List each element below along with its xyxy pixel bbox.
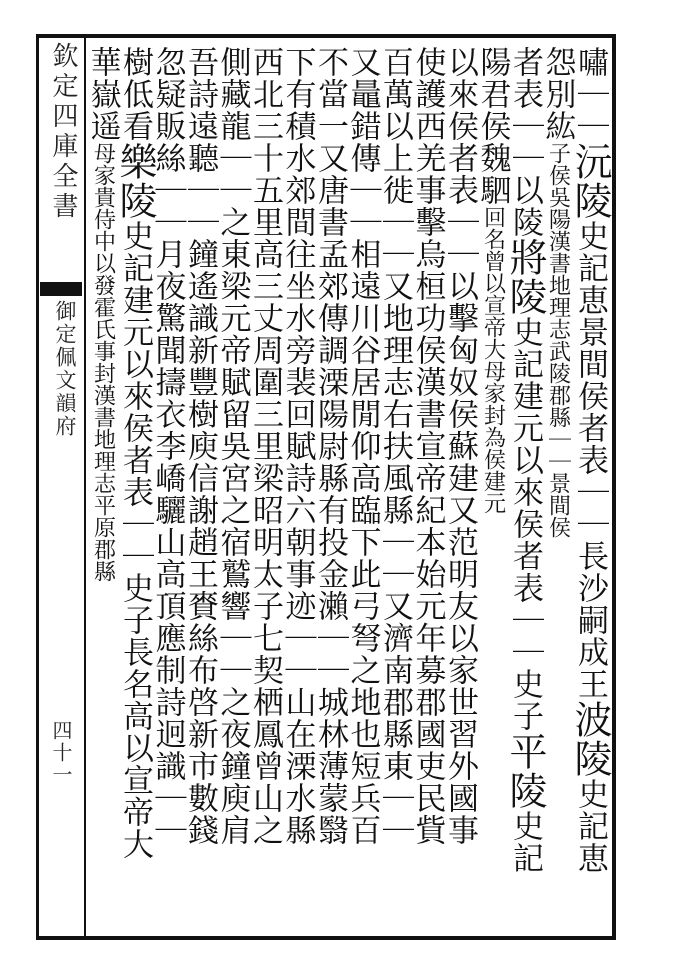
body-text: 陽君侯魏駟 — [474, 46, 511, 206]
annotation-text: 回名曾以宣帝大母家封為侯 — [480, 206, 506, 470]
text-column — [346, 46, 379, 930]
body-text: 史記建元以來侯者表｜｜史子 — [507, 316, 543, 732]
frame-border-bottom — [36, 936, 612, 940]
text-column — [281, 46, 314, 930]
text-column — [379, 46, 412, 930]
fish-tail-mark — [40, 282, 82, 296]
body-text: 者表｜｜以陵 — [507, 46, 543, 238]
body-text: 百萬以上徙｜｜又地理志右扶風縣｜｜又濟南郡縣東｜｜ — [377, 46, 413, 846]
text-column — [568, 46, 612, 930]
body-text: 西北三十五里高三丈周圍三里梁昭明太子七契栖鳳曾山之 — [247, 46, 283, 846]
headword: 波陵 — [568, 700, 612, 778]
frame-border-left — [36, 34, 39, 940]
body-text: 不當一又唐書孟郊傳調溧陽尉縣有投金瀨｜｜城林薄蒙翳 — [312, 46, 348, 846]
body-text: 史記恵景間侯者表｜｜長沙嗣成王 — [572, 220, 608, 700]
text-column — [249, 46, 282, 930]
book-title: 欽定四庫全書 — [48, 42, 78, 222]
text-column — [184, 46, 217, 930]
body-text: 史記恵 — [572, 778, 608, 874]
body-text: 嘯｜｜ — [572, 46, 608, 142]
body-text: 以來侯者表｜｜以擊匈奴侯蘇建又范明友以家世習外國事 — [442, 46, 478, 846]
text-column — [411, 46, 444, 930]
body-text: 史記建元以來侯者表｜｜史子長名高以宣帝大 — [117, 220, 153, 860]
text-column — [503, 46, 547, 930]
body-text: 忽疑販絲｜｜月夜驚聞擣衣李嶠驪山高頂應制詩迥識｜｜ — [149, 46, 186, 846]
headword: 樂陵 — [113, 142, 157, 220]
headword: 沅陵 — [568, 142, 612, 220]
text-column — [314, 46, 347, 930]
headword: 將陵 — [503, 238, 547, 316]
annotation-text: 子侯吳陽漢書地理志武陵郡縣｜｜ — [545, 142, 571, 472]
body-text: 使護西羌事擊烏桓功侯漢書宣帝紀本始元年募郡國吏民貲 — [409, 46, 446, 846]
body-text: 下有積水郊間往坐水旁裴回賦詩六朝事迹｜｜山在溧水縣 — [279, 46, 316, 846]
annotation-text: 建元 — [480, 470, 506, 514]
text-column — [113, 46, 157, 930]
frame-border-top — [36, 34, 612, 38]
body-text: 側藏龍｜｜之東梁元帝賦留吳宮之宿鷲響｜｜之夜鐘庾肩 — [214, 46, 251, 846]
body-text: 怨別紘 — [539, 46, 576, 142]
annotation-text: 母家貴侍中以發霍氏事封漢書地理志平原郡縣 — [90, 142, 116, 582]
text-column — [216, 46, 249, 930]
section-title: 御定佩文韻府 — [53, 300, 77, 438]
body-text: 吾詩遠聽｜｜鐘遙識新豐樹庾信謝趙王賚絲布啓新市數錢 — [182, 46, 218, 846]
annotation-text: 景間侯 — [545, 472, 571, 538]
page-number: 四十一 — [49, 720, 73, 786]
headword: 平陵 — [503, 732, 547, 810]
frame-border-right — [612, 34, 616, 940]
body-text: 華嶽遥 — [84, 46, 121, 142]
body-text: 又鼂錯傳｜｜相遠川谷居閒仰高臨下此弓弩之地也短兵百 — [344, 46, 381, 846]
text-column — [86, 46, 119, 930]
text-column — [444, 46, 477, 930]
body-text: 樹低看 — [117, 46, 153, 142]
text-column — [476, 46, 509, 930]
body-text: 史記 — [507, 810, 543, 874]
